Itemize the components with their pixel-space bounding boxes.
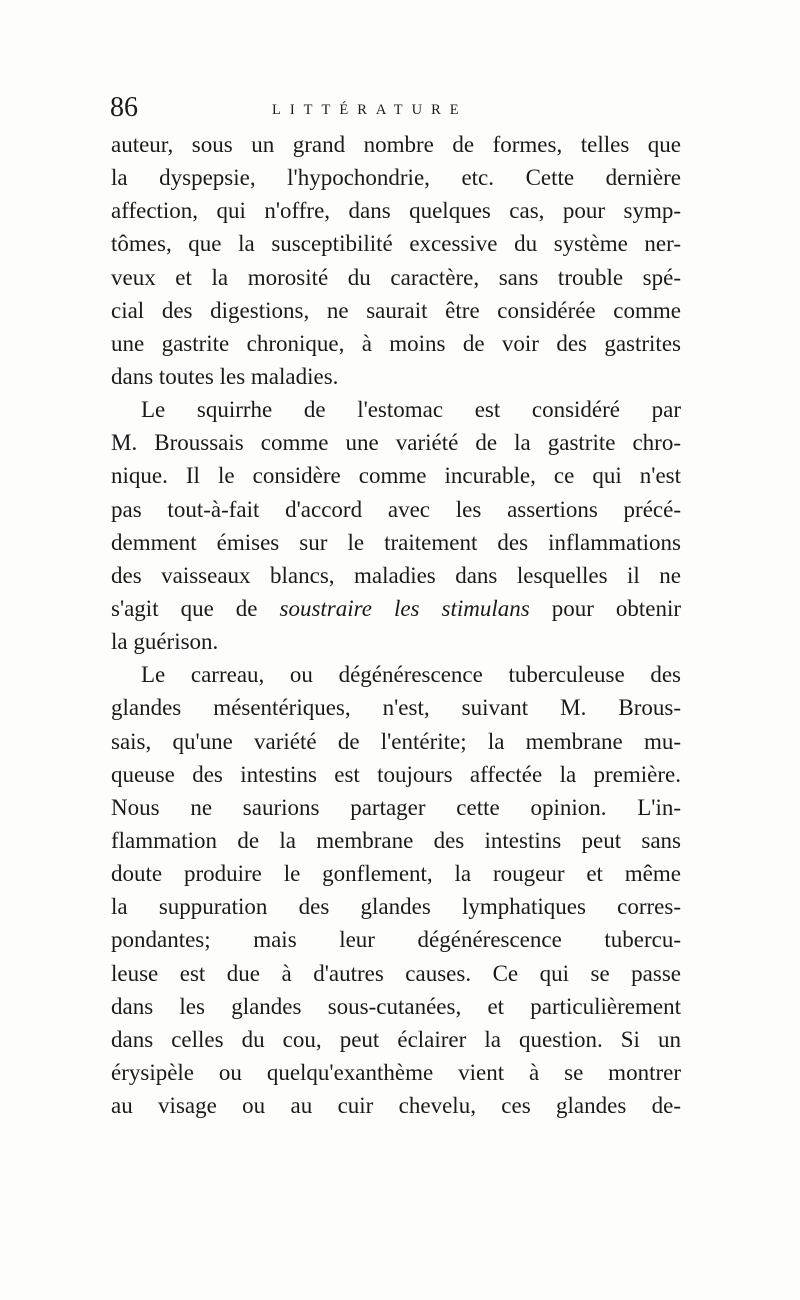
text-line: veux et la morosité du caractère, sans trouble spé- <box>111 264 681 290</box>
text-segment: pour obtenir <box>529 595 681 621</box>
text-line: sais, qu'une variété de l'entérite; la membrane mu- <box>111 728 681 754</box>
text-line: auteur, sous un grand nombre de formes, telles que <box>111 132 681 157</box>
text-line: flammation de la membrane des intestins peut sans <box>111 827 681 853</box>
text-line: dans toutes les maladies. <box>111 363 339 389</box>
text-line: dans les glandes sous-cutanées, et particulièrement <box>111 993 681 1019</box>
running-title: LITTÉRATURE <box>272 102 468 118</box>
text-line-with-italic <box>111 592 681 625</box>
text-line: pas tout-à-fait d'accord avec les assertions précé- <box>111 496 681 522</box>
text-line: glandes mésentériques, n'est, suivant M. Brous- <box>111 695 681 721</box>
paragraph-start-line: Le squirrhe de l'estomac est considéré par <box>141 397 681 423</box>
text-line: queuse des intestins est toujours affectée la première. <box>111 761 681 787</box>
text-line: dans celles du cou, peut éclairer la question. Si un <box>111 1026 681 1052</box>
text-line: la dyspepsie, l'hypochondrie, etc. Cette dernière <box>111 165 681 191</box>
text-line: la suppuration des glandes lymphatiques corres- <box>111 894 681 920</box>
text-line: cial des digestions, ne saurait être considérée comme <box>111 297 681 323</box>
page-header <box>110 92 690 132</box>
text-line: doute produire le gonflement, la rougeur et même <box>111 861 681 887</box>
text-line: nique. Il le considère comme incurable, ce qui n'est <box>111 463 681 489</box>
text-line: des vaisseaux blancs, maladies dans lesquelles il ne <box>111 562 681 588</box>
text-line: leuse est due à d'autres causes. Ce qui se passe <box>111 960 681 986</box>
text-line: au visage ou au cuir chevelu, ces glandes de- <box>111 1093 681 1119</box>
text-line: tômes, que la susceptibilité excessive du système ner- <box>111 231 681 257</box>
text-line: demment émises sur le traitement des inflammations <box>111 529 681 555</box>
text-line: M. Broussais comme une variété de la gastrite chro- <box>111 430 681 456</box>
text-line: affection, qui n'offre, dans quelques cas, pour symp- <box>111 198 681 224</box>
body-text <box>111 128 681 1122</box>
italic-phrase: soustraire les stimulans <box>279 595 530 621</box>
text-line: Nous ne saurions partager cette opinion. L'in- <box>111 794 681 820</box>
paragraph-start-line: Le carreau, ou dégénérescence tuberculeuse des <box>141 662 681 688</box>
text-line: pondantes; mais leur dégénérescence tubercu- <box>111 927 681 953</box>
text-line: érysipèle ou quelqu'exanthème vient à se montrer <box>111 1059 681 1085</box>
text-line: la guérison. <box>111 629 219 655</box>
text-segment: s'agit que de <box>111 595 280 621</box>
page-number: 86 <box>110 92 138 123</box>
text-line: une gastrite chronique, à moins de voir des gastrites <box>111 330 681 356</box>
